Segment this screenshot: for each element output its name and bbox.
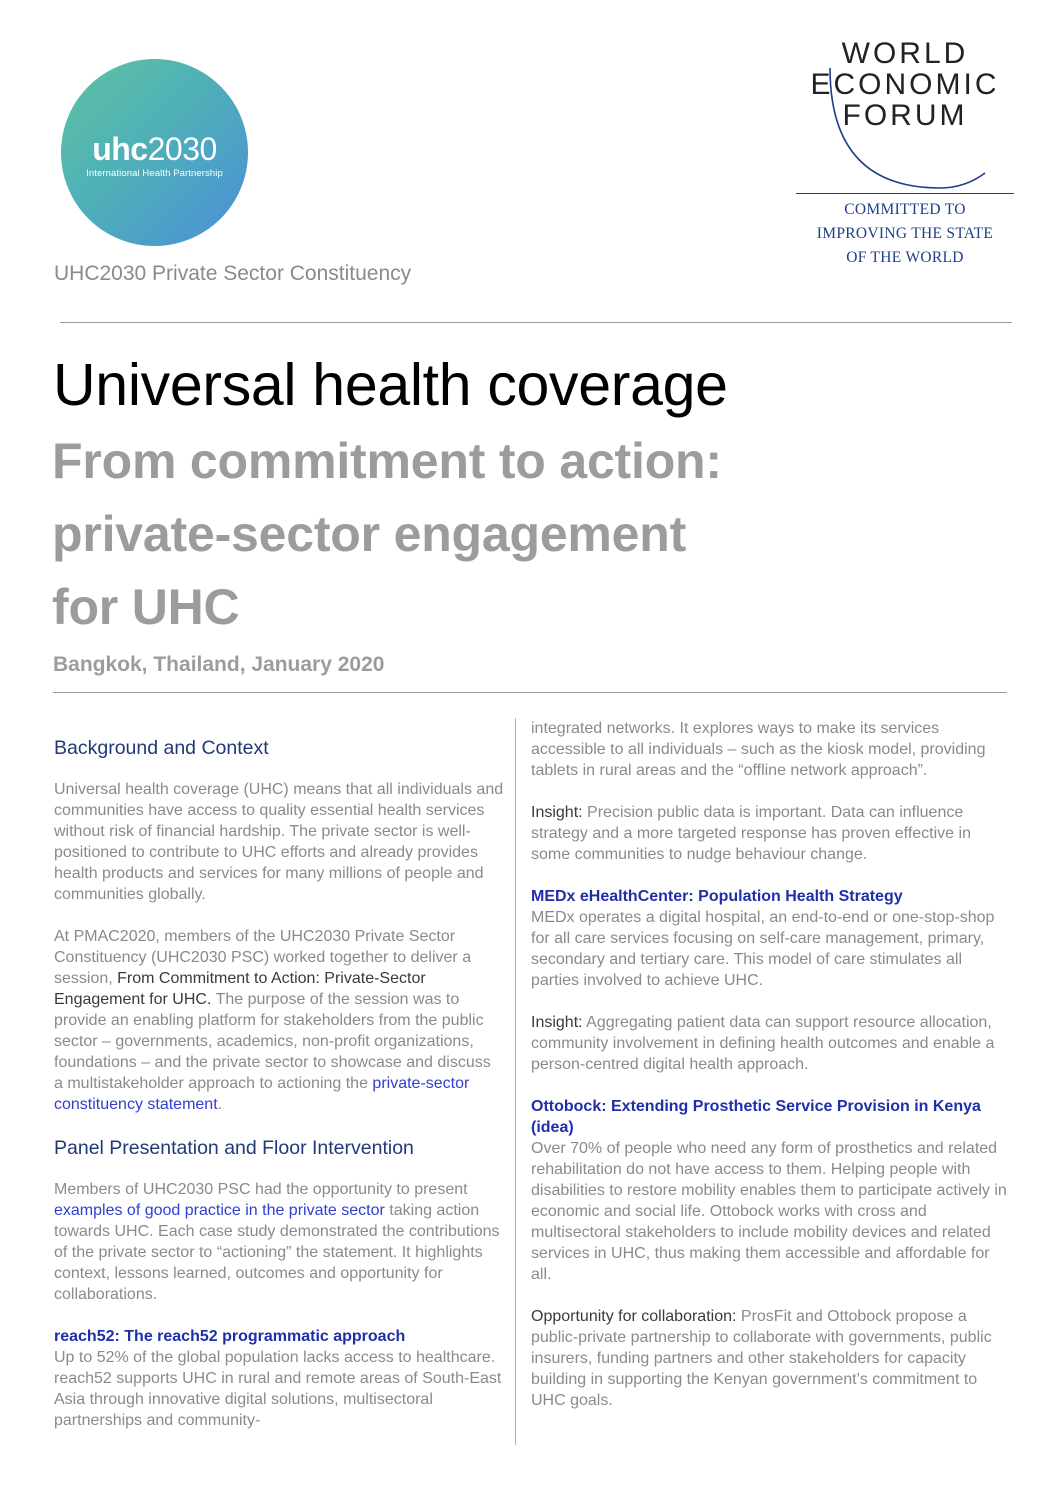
case-heading: Ottobock: Extending Prosthetic Service Provision in Kenya (idea)	[531, 1098, 981, 1136]
right-column	[531, 718, 1011, 1411]
paragraph: Opportunity for collaboration: ProsFit and Ottobock propose a public-private partnership to collaborate with governments, public insurers, funding partners and other stakeholders for capacity building in supporting the Kenyan government’s commitment to UHC goals.	[531, 1308, 992, 1409]
uhc2030-tagline: International Health Partnership	[86, 167, 223, 179]
paragraph: Over 70% of people who need any form of prosthetics and related rehabilitation do not have access to them. Helping people with disabilities to restore mobility enables them to participate actively in economic and social life. Ottobock works with cross and multisectoral stakeholders to include mobility devices and related services in UHC, thus making them accessible and affordable for all.	[531, 1140, 1007, 1283]
paragraph: integrated networks. It explores ways to make its services accessible to all individuals – such as the kiosk model, providing tablets in rural areas and the “offline network approach”.	[531, 720, 986, 779]
title-divider	[53, 692, 1007, 693]
wef-tagline-line: OF THE WORLD	[846, 249, 964, 266]
wef-name-line: FORUM	[842, 99, 968, 132]
wef-arc-icon	[790, 38, 1020, 198]
left-column	[54, 736, 504, 1431]
paragraph: Universal health coverage (UHC) means that all individuals and communities have access to quality essential health services without risk of financial hardship. The private sector is well-positioned to contribute to UHC efforts and already provides health products and services for many millions of people and communities globally.	[54, 781, 504, 903]
page-title: Universal health coverage	[53, 352, 728, 418]
paragraph: Insight: Aggregating patient data can support resource allocation, community involvement in defining health outcomes and enable a person-centred digital health approach.	[531, 1014, 995, 1073]
wef-logo	[790, 38, 1020, 266]
paragraph: Insight: Precision public data is important. Data can influence strategy and a more targeted response has proven effective in some communities to nudge behaviour change.	[531, 804, 971, 863]
section-heading: Panel Presentation and Floor Intervention	[54, 1137, 414, 1159]
page-subtitle: From commitment to action: private-sector engagement for UHC	[52, 433, 722, 635]
paragraph: At PMAC2020, members of the UHC2030 Private Sector Constituency (UHC2030 PSC) worked together to deliver a session, From Commitment to Action: Private-Sector Engagement for UHC. The purpose of the session was to provide an enabling platform for stakeholders from the public sector – governments, academics, non-profit organizations, foundations – and the private sector to showcase and discuss a multistakeholder approach to actioning the private-sector constituency statement.	[54, 928, 491, 1113]
paragraph: Up to 52% of the global population lacks access to healthcare. reach52 supports UHC in rural and remote areas of South-East Asia through innovative digital solutions, multisectoral partnerships and community-	[54, 1349, 502, 1429]
header-divider	[60, 322, 1012, 323]
wef-name-line: ECONOMIC	[810, 68, 1000, 101]
wef-tagline-line: IMPROVING THE STATE	[816, 225, 994, 242]
uhc2030-logo	[61, 59, 248, 246]
constituency-label: UHC2030 Private Sector Constituency	[54, 262, 412, 285]
case-heading: reach52: The reach52 programmatic approach	[54, 1328, 406, 1345]
wef-tagline-line: COMMITTED TO	[844, 201, 966, 218]
good-practice-link[interactable]: examples of good practice in the private sector	[54, 1202, 385, 1219]
paragraph: Members of UHC2030 PSC had the opportunity to present examples of good practice in the private sector taking action towards UHC. Each case study demonstrated the contributions of the private sector to “actioning” the statement. It highlights context, lessons learned, outcomes and opportunity for collaborations.	[54, 1181, 500, 1303]
wef-name-line: WORLD	[841, 37, 969, 70]
paragraph: MEDx operates a digital hospital, an end-to-end or one-stop-shop for all care services focusing on self-care management, primary, secondary and tertiary care. This model of care stimulates all parties involved to achieve UHC.	[531, 909, 995, 989]
uhc2030-wordmark: uhc2030	[92, 130, 217, 167]
statement-link[interactable]: private-sector constituency statement	[54, 1075, 470, 1113]
section-heading: Background and Context	[54, 737, 269, 759]
column-divider	[515, 718, 516, 1445]
case-heading: MEDx eHealthCenter: Population Health Strategy	[531, 888, 903, 905]
dateline: Bangkok, Thailand, January 2020	[53, 653, 385, 676]
